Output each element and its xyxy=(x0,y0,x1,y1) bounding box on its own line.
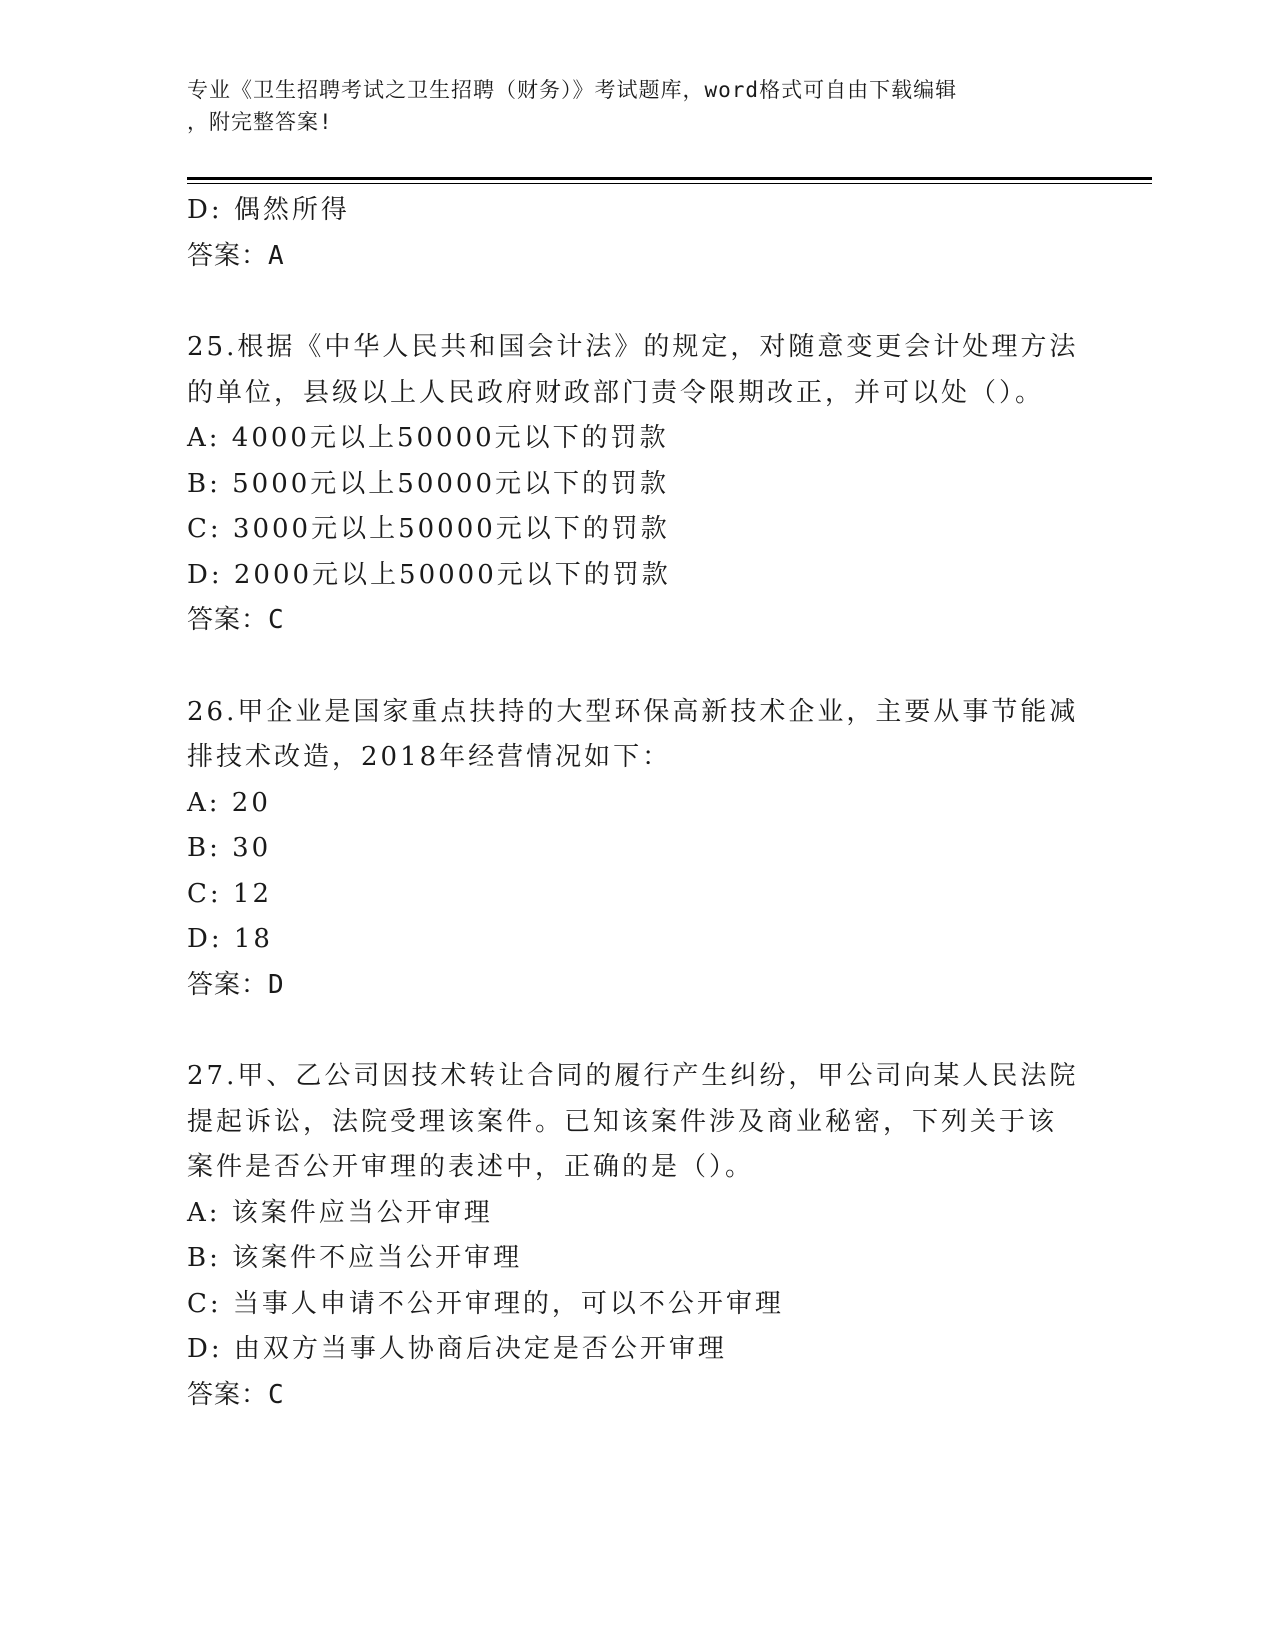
option-a: A: 20 xyxy=(187,787,271,818)
option-a: A: 该案件应当公开审理 xyxy=(187,1197,493,1228)
option-d: D: 2000元以上50000元以下的罚款 xyxy=(187,559,671,590)
header-line-2: ，附完整答案! xyxy=(187,110,333,134)
question-stem-line: 提起诉讼，法院受理该案件。已知该案件涉及商业秘密，下列关于该 xyxy=(187,1106,1058,1137)
document-header xyxy=(187,74,1067,138)
question-25 xyxy=(187,325,1087,644)
question-prev-tail xyxy=(187,188,1087,279)
option-a: A: 4000元以上50000元以下的罚款 xyxy=(187,423,669,453)
question-stem-line: 的单位，县级以上人民政府财政部门责令限期改正，并可以处（）。 xyxy=(187,377,1045,408)
answer: 答案：C xyxy=(187,1379,285,1410)
header-rule-thick xyxy=(187,177,1152,180)
option-c: C: 3000元以上50000元以下的罚款 xyxy=(187,514,670,544)
spacer xyxy=(187,1008,1087,1054)
question-stem-line: 排技术改造，2018年经营情况如下： xyxy=(187,742,672,772)
answer: 答案：D xyxy=(187,969,285,1000)
option-b: B: 30 xyxy=(187,833,272,863)
question-stem-line: 27.甲、乙公司因技术转让合同的履行产生纠纷，甲公司向某人民法院 xyxy=(187,1061,1079,1091)
question-27 xyxy=(187,1054,1087,1418)
option-d: D: 由双方当事人协商后决定是否公开审理 xyxy=(187,1334,727,1364)
question-stem-line: 26.甲企业是国家重点扶持的大型环保高新技术企业，主要从事节能减 xyxy=(187,696,1079,727)
option-b: B: 5000元以上50000元以下的罚款 xyxy=(187,468,670,499)
option-d: D: 18 xyxy=(187,924,273,954)
answer: 答案：C xyxy=(187,605,285,635)
option-b: B: 该案件不应当公开审理 xyxy=(187,1243,523,1273)
question-content xyxy=(187,188,1087,1418)
option-d: D: 偶然所得 xyxy=(187,195,350,225)
spacer xyxy=(187,279,1087,325)
question-stem-line: 案件是否公开审理的表述中，正确的是（）。 xyxy=(187,1152,755,1182)
question-26 xyxy=(187,690,1087,1009)
spacer xyxy=(187,644,1087,690)
question-stem-line: 25.根据《中华人民共和国会计法》的规定，对随意变更会计处理方法 xyxy=(187,332,1079,362)
answer: 答案：A xyxy=(187,240,285,271)
header-line-1: 专业《卫生招聘考试之卫生招聘（财务）》考试题库，word格式可自由下载编辑 xyxy=(187,78,958,102)
option-c: C: 12 xyxy=(187,878,273,909)
option-c: C: 当事人申请不公开审理的，可以不公开审理 xyxy=(187,1288,784,1319)
header-rule-thin xyxy=(187,183,1152,184)
